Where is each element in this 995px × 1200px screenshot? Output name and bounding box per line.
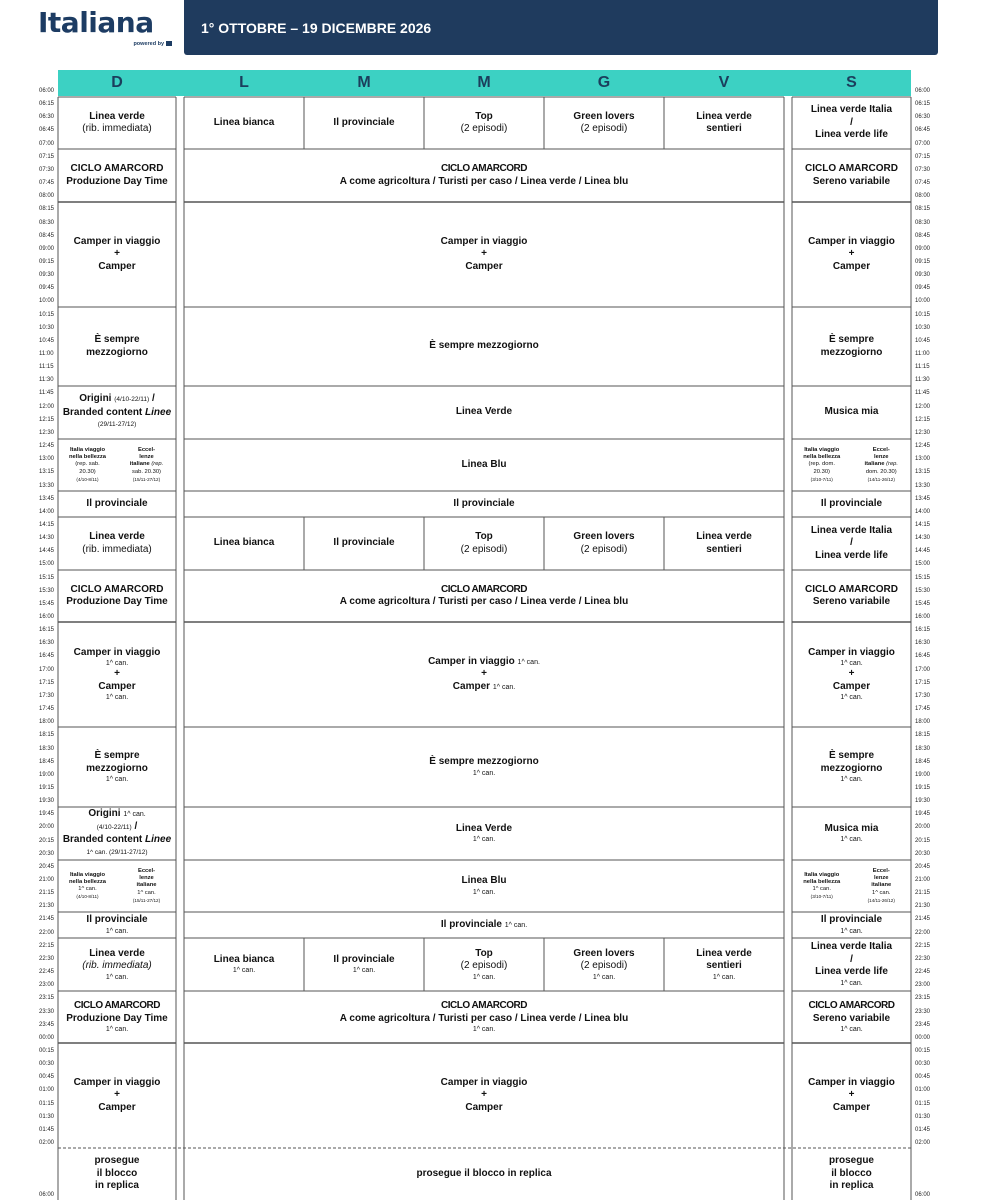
time-label: 17:30 [39,692,55,699]
time-label: 11:00 [915,351,930,357]
time-label: 21:00 [39,877,55,883]
cell-sat-italia-eccellenze-2 [792,860,911,912]
cell-thu-green-lovers-2: Green lovers (2 episodi) [573,531,635,555]
time-label: 23:15 [915,995,931,1002]
time-label: 21:00 [915,877,931,883]
cell-week-sempre-mezzogiorno-2: È sempre mezzogiorno 1^ can. [429,756,539,777]
time-label-end: 06:00 [39,1192,55,1198]
cell-sat-camper-3: Camper in viaggio + Camper [808,1076,895,1113]
time-label: 19:00 [915,771,931,778]
time-label: 15:00 [915,561,931,568]
time-label: 00:15 [39,1047,55,1054]
cell-sun-sempre-mezzogiorno: È sempre mezzogiorno [86,334,148,358]
cell-sun-linea-verde-3: Linea verde (rib. immediata) 1^ can. [82,947,152,981]
time-label: 02:00 [39,1140,55,1146]
cell-sun-il-provinciale-2: Il provinciale 1^ can. [86,914,148,935]
time-label: 18:30 [915,745,931,752]
time-label: 12:15 [915,416,931,423]
day-thursday: G [597,74,611,91]
time-label: 08:45 [915,232,931,239]
time-label: 20:15 [39,837,55,844]
cell-wed-top-2: Top (2 episodi) [460,531,508,555]
time-label: 21:45 [915,916,931,923]
time-label: 10:15 [39,311,55,318]
time-label: 18:30 [39,745,55,752]
time-label: 20:00 [915,824,931,831]
time-label: 23:45 [915,1021,931,1028]
cell-sun-italia-viaggio-2: Italia viaggio nella bellezza 1^ can. (4/10-8/11) [68,871,107,900]
time-label: 10:45 [39,337,55,344]
time-label: 18:00 [915,719,931,726]
time-label: 23:30 [915,1008,931,1015]
time-label: 08:30 [39,219,55,226]
time-label: 22:15 [915,942,931,949]
cell-week-il-provinciale-2: Il provinciale 1^ can. [440,918,528,930]
time-label: 14:00 [39,508,55,515]
time-label: 02:00 [915,1140,931,1146]
cell-week-linea-blu: Linea Blu [461,458,507,470]
day-header [58,70,911,96]
time-label: 00:00 [915,1034,931,1041]
cell-sun-linea-verde: Linea verde (rib. immediata) [82,110,152,134]
time-label: 23:15 [39,995,55,1002]
day-monday: L [239,74,249,91]
time-label: 15:45 [915,600,931,607]
day-sunday: D [111,74,123,91]
cell-sun-il-provinciale: Il provinciale [86,497,148,509]
time-label: 16:45 [915,653,931,660]
cell-week-sempre-mezzogiorno: È sempre mezzogiorno [429,340,539,352]
cell-week-camper-2: Camper in viaggio 1^ can. + Camper 1^ can. [428,655,540,692]
time-label: 18:15 [39,732,55,739]
time-label: 08:00 [915,193,931,200]
cell-sun-camper: Camper in viaggio + Camper [73,235,161,272]
cell-week-linea-verde-2: Linea Verde 1^ can. [455,822,513,844]
time-label: 18:15 [915,732,931,739]
time-label: 15:30 [915,587,931,594]
time-label: 20:15 [915,837,931,844]
cell-sun-italia-eccellenze [58,439,176,491]
brand-name: Italiana [38,6,154,39]
cell-sun-ciclo-amarcord-2: CICLO AMARCORD Produzione Day Time [66,583,168,607]
time-label: 11:15 [39,364,54,371]
cell-week-ciclo-amarcord-2: CICLO AMARCORD A come agricoltura / Turisti per caso / Linea verde / Linea blu [339,583,629,607]
time-label: 21:15 [39,890,55,897]
time-label: 22:15 [39,942,55,949]
time-label: 14:30 [915,535,931,542]
cell-sat-musica-mia-2: Musica mia 1^ can. [824,822,879,844]
time-label: 13:00 [915,456,931,463]
time-label: 07:45 [39,180,55,187]
time-label: 07:45 [915,180,931,187]
cell-sun-ciclo-amarcord: CICLO AMARCORD Produzione Day Time [66,163,168,187]
time-label: 07:00 [39,140,55,147]
cell-sat-italia-viaggio-2: Italia viaggio nella bellezza 1^ can. (3/10-7/11) [803,871,841,900]
time-label: 22:30 [915,955,931,962]
time-label: 19:30 [39,798,55,805]
time-label: 06:45 [915,127,931,134]
cell-sun-camper-3: Camper in viaggio + Camper [73,1076,161,1113]
cell-sat-il-provinciale-2: Il provinciale 1^ can. [820,914,883,935]
time-label: 13:45 [39,495,55,502]
time-label: 09:45 [915,285,931,292]
time-label: 11:15 [915,364,930,371]
time-label: 11:30 [39,377,54,384]
time-label: 22:00 [39,929,55,936]
powered-by: powered by [133,41,172,47]
cell-sat-italia-eccellenze [792,439,911,491]
time-label: 00:15 [915,1047,931,1054]
cell-week-camper-3: Camper in viaggio + Camper [440,1076,528,1113]
time-label: 17:00 [39,666,55,673]
cell-sun-camper-2: Camper in viaggio 1^ can. + Camper 1^ can. [73,646,161,702]
time-label: 12:00 [39,403,55,410]
cell-sat-linea-verde-italia-3: Linea verde Italia / Linea verde life 1^ can. [810,941,893,987]
time-label: 23:45 [39,1021,55,1028]
day-wednesday: M [477,74,491,91]
time-label: 12:30 [39,429,55,436]
time-label: 13:30 [39,482,55,489]
cell-mon-linea-bianca-2: Linea bianca [213,537,275,549]
time-label: 09:30 [915,272,931,279]
time-label: 13:45 [915,495,931,502]
time-label: 15:15 [39,574,55,581]
time-label: 13:00 [39,456,55,463]
time-label: 06:45 [39,127,55,134]
time-label: 15:00 [39,561,55,568]
time-label: 21:45 [39,916,55,923]
time-label: 21:30 [39,903,55,910]
cell-sun-eccellenze: Eccel- lenze italiane (rep. sab. 20.30) (15/11-27/12) [129,446,164,482]
cell-wed-top: Top (2 episodi) [460,110,508,134]
time-label: 10:15 [915,311,931,318]
time-label: 01:30 [39,1113,55,1120]
time-label: 17:15 [915,679,931,686]
time-label: 09:30 [39,272,55,279]
time-label: 15:30 [39,587,55,594]
cell-thu-green-lovers: Green lovers (2 episodi) [573,110,635,134]
cell-week-ciclo-amarcord-3: CICLO AMARCORD A come agricoltura / Turisti per caso / Linea verde / Linea blu 1^ can. [339,1000,629,1033]
time-label: 13:15 [915,469,931,476]
time-label: 14:15 [915,521,931,528]
cell-tue-il-provinciale-2: Il provinciale [333,537,395,549]
time-label: 06:00 [915,88,931,94]
time-label: 00:00 [39,1034,55,1041]
time-label: 14:00 [915,508,931,515]
period-title: 1° OTTOBRE – 19 DICEMBRE 2026 [201,19,432,36]
time-label: 01:15 [39,1100,55,1107]
time-label: 20:30 [39,850,55,857]
time-label: 10:00 [915,298,931,305]
time-label: 07:00 [915,140,931,147]
cell-week-camper: Camper in viaggio + Camper [440,235,528,272]
cell-sat-camper-2: Camper in viaggio 1^ can. + Camper 1^ can. [808,646,895,702]
cell-sat-italia-viaggio: Italia viaggio nella bellezza (rep. dom. 20.30) (3/10-7/11) [803,446,841,482]
cell-fri-linea-verde-sentieri: Linea verde sentieri [696,110,752,134]
cell-sat-musica-mia: Musica mia [824,406,879,418]
time-label: 09:15 [915,258,931,265]
time-label-end: 06:00 [915,1192,931,1198]
time-label: 11:45 [915,390,930,397]
time-label: 12:00 [915,403,931,410]
time-label: 19:30 [915,798,931,805]
time-label: 09:00 [915,245,931,252]
time-label: 00:30 [915,1061,931,1068]
cell-thu-green-lovers-3: Green lovers (2 episodi) 1^ can. [573,947,635,981]
time-label: 17:00 [915,666,931,673]
time-label: 01:00 [39,1087,55,1094]
time-label: 16:30 [39,640,55,647]
time-label: 21:15 [915,890,931,897]
time-label: 11:30 [915,377,930,384]
time-label: 23:00 [39,982,55,989]
time-label: 19:45 [915,811,931,818]
time-label: 18:45 [915,758,931,765]
time-label: 01:15 [915,1100,931,1107]
time-label: 00:45 [915,1074,931,1081]
cell-sat-sempre-mezzogiorno: È sempre mezzogiorno [820,334,883,358]
time-label: 09:45 [39,285,55,292]
time-label: 08:00 [39,193,55,200]
time-label: 12:45 [915,443,931,450]
time-label: 10:30 [39,324,55,331]
time-label: 07:15 [915,153,931,160]
time-label: 12:30 [915,429,931,436]
time-label: 13:15 [39,469,55,476]
time-label: 18:45 [39,758,55,765]
time-label: 11:45 [39,390,54,397]
cell-sat-camper: Camper in viaggio + Camper [808,235,895,272]
time-label: 22:45 [915,969,931,976]
time-label: 14:30 [39,535,55,542]
cell-week-linea-blu-2: Linea Blu 1^ can. [461,875,507,896]
time-label: 08:15 [915,206,931,213]
time-label: 10:45 [915,337,931,344]
time-label: 01:00 [915,1087,931,1094]
time-label: 17:15 [39,679,55,686]
time-label: 08:30 [915,219,931,226]
day-saturday: S [846,74,857,91]
rai-logo-icon [166,41,172,46]
time-label: 17:45 [915,706,931,713]
cell-week-prosegue-replica: prosegue il blocco in replica [416,1167,552,1179]
time-label: 20:00 [39,824,55,831]
cell-sun-origini: Origini (4/10-22/11) / Branded content Linee (29/11-27/12) [62,393,172,429]
time-label: 10:00 [39,298,55,305]
cell-sat-ciclo-amarcord-3: CICLO AMARCORD Sereno variabile 1^ can. [808,1000,895,1033]
time-label: 14:15 [39,521,55,528]
cell-sun-sempre-mezzogiorno-2: È sempre mezzogiorno 1^ can. [86,750,148,783]
time-label: 07:30 [39,166,55,173]
time-label: 22:30 [39,955,55,962]
cell-mon-linea-bianca: Linea bianca [213,116,275,128]
cell-sun-italia-viaggio: Italia viaggio nella bellezza (rep. sab. 20.30) (4/10-8/11) [68,446,107,482]
time-label: 12:15 [39,416,55,423]
cell-week-ciclo-amarcord: CICLO AMARCORD A come agricoltura / Turisti per caso / Linea verde / Linea blu [339,163,629,187]
time-label: 06:00 [39,88,55,94]
cell-sat-prosegue-replica: prosegue il blocco in replica [828,1155,874,1192]
time-label: 16:45 [39,653,55,660]
time-label: 22:45 [39,969,55,976]
time-label: 16:00 [915,614,931,620]
time-label: 11:00 [39,351,54,357]
cell-tue-il-provinciale-3: Il provinciale 1^ can. [333,953,395,975]
time-label: 15:15 [915,574,931,581]
time-label: 07:30 [915,166,931,173]
time-label: 16:15 [39,627,55,634]
time-label: 19:45 [39,811,55,818]
time-label: 06:30 [915,114,931,121]
day-tuesday: M [357,74,371,91]
time-label: 06:15 [39,101,55,108]
cell-tue-il-provinciale: Il provinciale [333,116,395,128]
cell-week-il-provinciale: Il provinciale [453,497,515,509]
time-label: 14:45 [915,548,931,555]
time-label: 10:30 [915,324,931,331]
cell-sat-eccellenze: Eccel- lenze italiane (rep. dom. 20.30) (14/11-26/12) [864,446,899,482]
time-label: 01:30 [915,1113,931,1120]
time-label: 20:30 [915,850,931,857]
time-label: 18:00 [39,719,55,726]
cell-sun-eccellenze-2: Eccel- lenze italiane 1^ can. (15/11-27/12) [132,867,161,903]
time-label: 00:30 [39,1061,55,1068]
brand-logo [38,8,178,52]
day-friday: V [718,74,730,91]
time-label: 06:15 [915,101,931,108]
time-label: 16:00 [39,614,55,620]
time-label: 21:30 [915,903,931,910]
time-label: 23:00 [915,982,931,989]
cell-fri-linea-verde-sentieri-2: Linea verde sentieri [696,531,752,555]
time-label: 09:00 [39,245,55,252]
time-label: 20:45 [915,863,931,870]
cell-sat-linea-verde-italia: Linea verde Italia / Linea verde life [810,104,893,141]
period-banner [184,0,938,55]
time-label: 00:45 [39,1074,55,1081]
cell-sun-prosegue-replica: prosegue il blocco in replica [94,1155,140,1192]
cell-fri-linea-verde-sentieri-3: Linea verde sentieri 1^ can. [696,947,752,981]
cell-sat-eccellenze-2: Eccel- lenze italiane 1^ can. (14/11-26/12) [867,867,895,903]
time-label: 14:45 [39,548,55,555]
time-label: 08:15 [39,206,55,213]
cell-sun-origini-2: Origini 1^ can. (4/10-22/11) / Branded content Linee 1^ can. (29/11-27/12) [62,808,172,856]
cell-mon-linea-bianca-3: Linea bianca 1^ can. [213,953,275,975]
time-label: 08:45 [39,232,55,239]
cell-sat-linea-verde-italia-2: Linea verde Italia / Linea verde life [810,524,893,561]
time-label: 13:30 [915,482,931,489]
time-label: 01:45 [915,1126,931,1133]
time-label: 06:30 [39,114,55,121]
cell-week-linea-verde: Linea Verde [455,406,513,418]
time-label: 01:45 [39,1126,55,1133]
time-label: 16:30 [915,640,931,647]
time-label: 15:45 [39,600,55,607]
time-label: 17:45 [39,706,55,713]
cell-sun-linea-verde-2: Linea verde (rib. immediata) [82,531,152,555]
time-label: 09:15 [39,258,55,265]
time-label: 07:15 [39,153,55,160]
cell-sat-ciclo-amarcord-2: CICLO AMARCORD Sereno variabile [805,583,898,607]
time-label: 12:45 [39,443,55,450]
cell-sat-sempre-mezzogiorno-2: È sempre mezzogiorno 1^ can. [820,750,883,783]
cell-wed-top-3: Top (2 episodi) 1^ can. [460,947,508,981]
time-label: 19:00 [39,771,55,778]
time-label: 16:15 [915,627,931,634]
cell-sun-italia-eccellenze-2 [58,860,176,912]
time-label: 23:30 [39,1008,55,1015]
cell-sun-ciclo-amarcord-3: CICLO AMARCORD Produzione Day Time 1^ can. [66,1000,168,1033]
time-label: 19:15 [39,784,55,791]
cell-sat-il-provinciale: Il provinciale [820,497,883,509]
time-label: 22:00 [915,929,931,936]
time-label: 19:15 [915,784,931,791]
cell-sat-ciclo-amarcord: CICLO AMARCORD Sereno variabile [805,163,898,187]
time-label: 20:45 [39,863,55,870]
time-label: 17:30 [915,692,931,699]
